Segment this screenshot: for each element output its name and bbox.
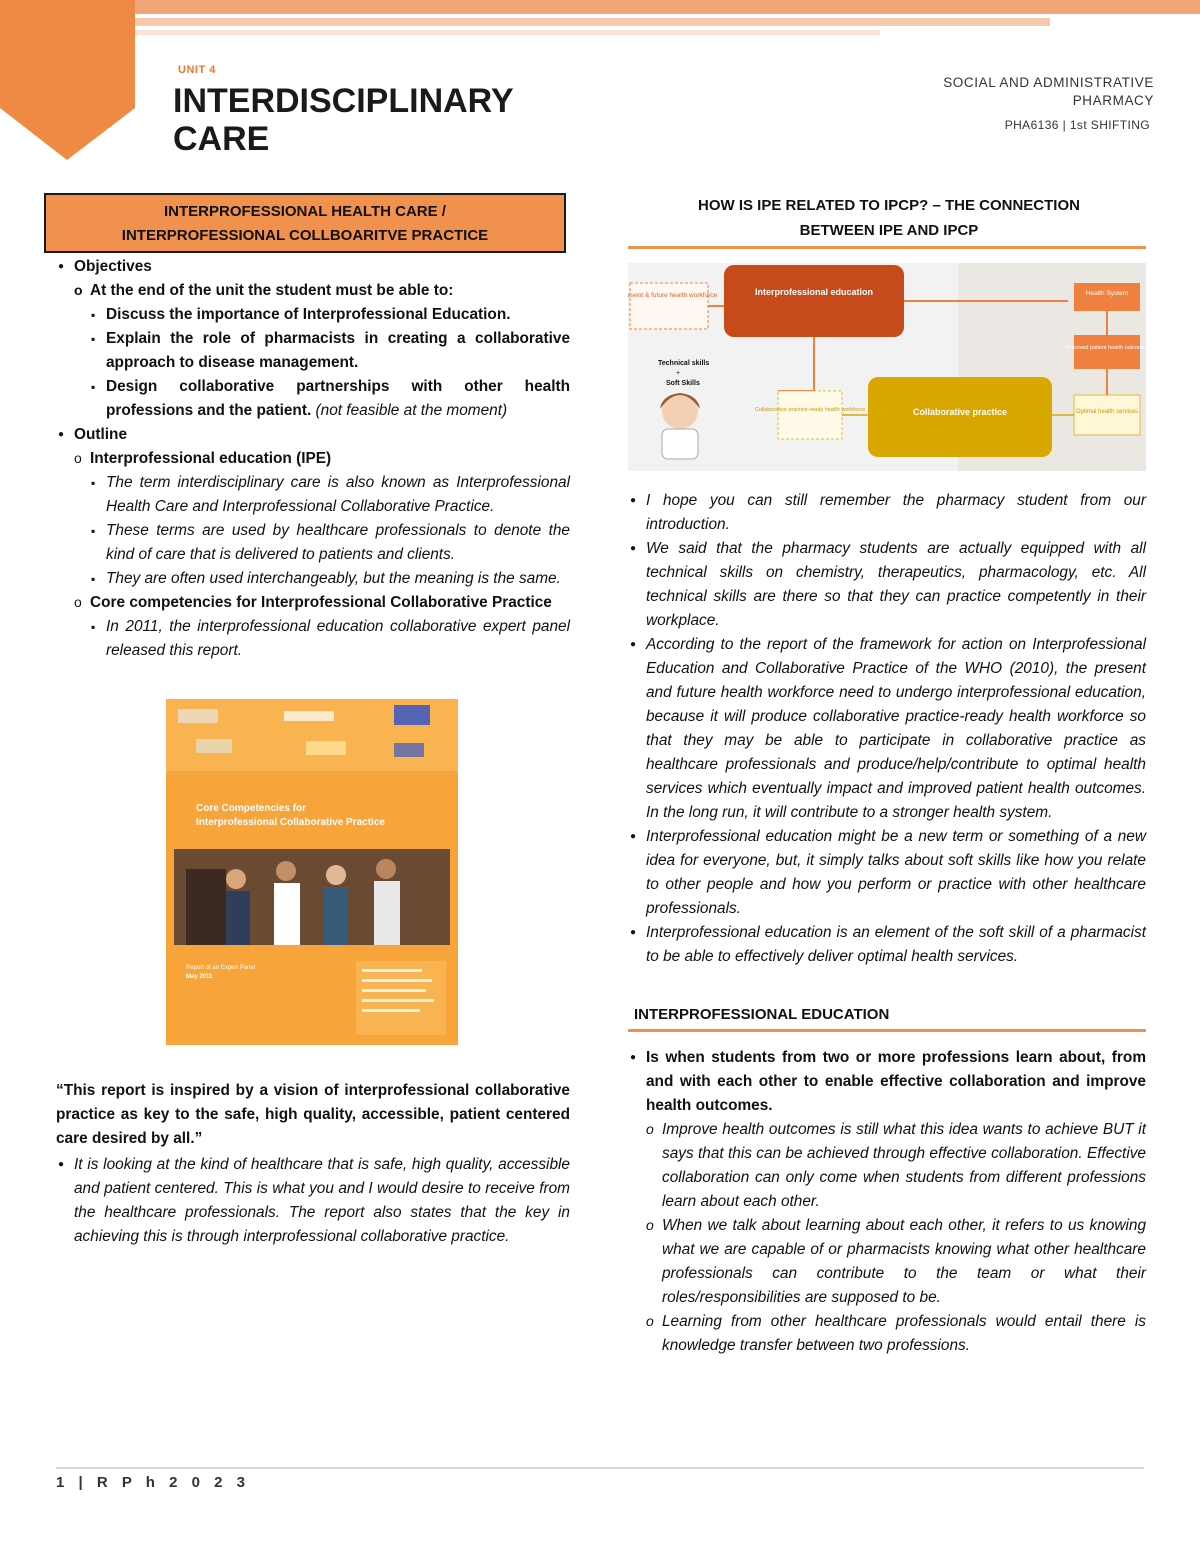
list-item [90, 375, 570, 423]
list-item [74, 279, 570, 423]
ipe-label: Interprofessional education (IPE) [90, 450, 332, 467]
objective-note: (not feasible at the moment) [315, 402, 508, 419]
objective-text: Design collaborative partnerships with other health professions and the patient. [106, 378, 570, 419]
report-cover-image [166, 699, 458, 1045]
box-heading-line: INTERPROFESSIONAL COLLBOARITVE PRACTICE [121, 227, 489, 244]
heading-line: HOW IS IPE RELATED TO IPCP? – THE CONNECTION [698, 197, 1080, 214]
section-heading: INTERPROFESSIONAL EDUCATION [634, 1006, 890, 1023]
header-stripe [135, 30, 880, 35]
header-stripe [135, 18, 1050, 26]
connection-text: We said that the pharmacy students are actually equipped with all technical skills on chemistry, therapeutics, pharmacology, etc. All technical skills are there so that they can practice competently in their workplace. [646, 540, 1146, 629]
ipe-text: They are often used interchangeably, but the meaning is the same. [106, 570, 561, 587]
core-competencies-label: Core competencies for Interprofessional Collaborative Practice [90, 594, 552, 611]
report-footer-line: May 2011 [186, 974, 213, 980]
list-item [90, 327, 570, 375]
diagram-label: + [676, 370, 681, 377]
page-title [173, 82, 593, 158]
ipe-definition-list [628, 1046, 1146, 1358]
ipe-definition: Is when students from two or more professions learn about, from and with each other to enable effective collaboration and improve health outcomes. [646, 1049, 1146, 1114]
report-title-line: Core Competencies for [196, 803, 307, 814]
list-item [56, 423, 570, 663]
list-item [628, 1046, 1146, 1358]
list-item [646, 1310, 1146, 1358]
list-item [90, 471, 570, 519]
objective-text: Discuss the importance of Interprofessional Education. [106, 306, 511, 323]
heading-rule [628, 1029, 1146, 1032]
connection-text: According to the report of the framework for action on Interprofessional Education and Collaborative Practice of the WHO (2010), the present and future health workforce need to undergo interprofessional education, because it will produce collaborative practice-ready health workforce so that they may be able to participate in collaborative practice as healthcare professionals and produce/help/contribute to optimal health services which eventually impact and improved patient health outcomes. In the long run, it will contribute to a stronger health system. [646, 636, 1146, 821]
list-item [628, 825, 1146, 921]
list-item [646, 1118, 1146, 1214]
diagram-label: Interprofessional education [754, 287, 874, 297]
right-column [628, 193, 1146, 1358]
quote-list [56, 1153, 570, 1249]
list-item [56, 1153, 570, 1249]
heading-line: BETWEEN IPE AND IPCP [799, 222, 979, 239]
ribbon-decoration [0, 0, 135, 160]
diagram-label: Technical skills [658, 360, 710, 367]
heading-rule [628, 246, 1146, 249]
connection-list [628, 489, 1146, 969]
objectives-intro: At the end of the unit the student must be able to: [90, 282, 454, 299]
title-line: INTERDISCIPLINARY [173, 82, 514, 120]
ipe-text: These terms are used by healthcare professionals to denote the kind of care that is delivered to patients and clients. [106, 522, 570, 563]
report-title-line: Interprofessional Collaborative Practice [196, 817, 385, 828]
diagram-label: Improved patient health outcomes [1065, 345, 1146, 351]
diagram-label: Optimal health services [1075, 409, 1139, 415]
outline-list [56, 255, 570, 663]
diagram-label: Collaborative practice [912, 407, 1008, 417]
box-heading-line: INTERPROFESSIONAL HEALTH CARE / [164, 203, 446, 220]
ipe-detail: Improve health outcomes is still what this idea wants to achieve BUT it says that this can be achieved through effective collaboration. Effective collaboration can only come when students from different professions learn about each other. [662, 1121, 1146, 1210]
list-item [90, 615, 570, 663]
objectives-label: Objectives [74, 258, 152, 275]
list-item [628, 489, 1146, 537]
ipe-detail: When we talk about learning about each other, it refers to us knowing what we are capable of or pharmacists knowing what other healthcare professionals can contribute to the team or what their roles/responsibilities are supposed to be. [662, 1217, 1146, 1306]
title-line: CARE [173, 120, 270, 158]
subject-title [943, 74, 1154, 110]
list-item [628, 921, 1146, 969]
connection-text: Interprofessional education might be a new term or something of a new idea for everyone, but, it simply talks about soft skills like how you relate to other people and how you perform or practice with other healthcare professionals. [646, 828, 1146, 917]
diagram-label: Soft Skills [666, 380, 700, 387]
list-item [56, 255, 570, 423]
list-item [90, 303, 570, 327]
diagram-label: Collaborative practice-ready health workforce [754, 407, 866, 413]
ipe-text: The term interdisciplinary care is also known as Interprofessional Health Care and Interprofessional Collaborative Practice. [106, 474, 570, 515]
page-footer: 1 | R P h 2 0 2 3 [56, 1474, 250, 1491]
core-text: In 2011, the interprofessional education collaborative expert panel released this report. [106, 618, 570, 659]
list-item [74, 447, 570, 591]
course-code: PHA6136 | 1st SHIFTING [1004, 118, 1150, 132]
list-item [90, 519, 570, 567]
ipe-ipcp-diagram [628, 263, 1146, 471]
footer-rule [56, 1467, 1144, 1469]
header-stripe [80, 0, 1200, 14]
section-box-heading [44, 193, 566, 253]
objective-text: Explain the role of pharmacists in creating a collaborative approach to disease management. [106, 330, 570, 371]
left-column [56, 193, 570, 1249]
report-footer-line: Report of an Expert Panel [186, 965, 256, 971]
list-item [90, 567, 570, 591]
outline-label: Outline [74, 426, 128, 443]
subject-line: PHARMACY [1072, 93, 1154, 108]
list-item [628, 633, 1146, 825]
section-heading [632, 193, 1146, 243]
unit-label: UNIT 4 [178, 64, 216, 76]
list-item [74, 591, 570, 663]
report-quote: “This report is inspired by a vision of interprofessional collaborative practice as key to the safe, high quality, accessible, patient centered care desired by all.” [56, 1082, 570, 1147]
quote-explanation: It is looking at the kind of healthcare that is safe, high quality, accessible and patient centered. This is what you and I would desire to receive from the healthcare professionals. The report also states that the key in achieving this is through interprofessional collaborative practice. [74, 1156, 570, 1245]
list-item [628, 537, 1146, 633]
diagram-label: Health System [1085, 290, 1129, 297]
ipe-detail: Learning from other healthcare professionals would entail there is knowledge transfer between two professions. [662, 1313, 1146, 1354]
connection-text: Interprofessional education is an element of the soft skill of a pharmacist to be able to effectively deliver optimal health services. [646, 924, 1146, 965]
connection-text: I hope you can still remember the pharmacy student from our introduction. [646, 492, 1146, 533]
diagram-label: Present & future health workforce [628, 292, 718, 299]
subject-line: SOCIAL AND ADMINISTRATIVE [943, 75, 1154, 90]
list-item [646, 1214, 1146, 1310]
